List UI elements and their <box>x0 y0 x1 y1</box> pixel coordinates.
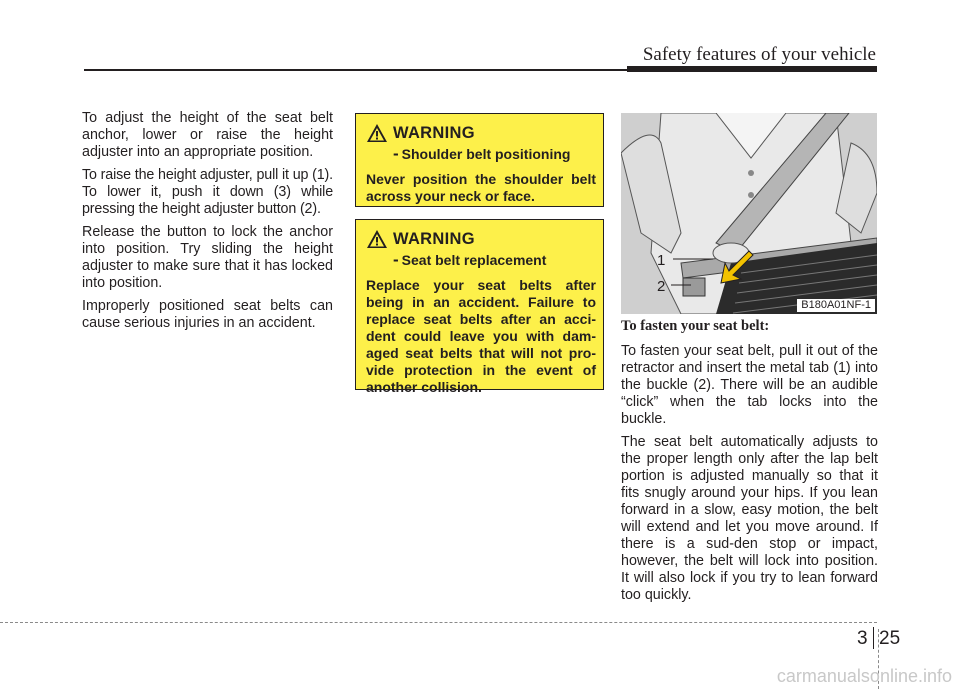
callout-2: 2 <box>657 278 666 295</box>
page-number-separator <box>873 627 874 649</box>
warning-box-belt-replacement <box>355 219 604 395</box>
chapter-number: 3 <box>857 628 868 649</box>
warning-box-shoulder-belt <box>355 113 604 207</box>
seat-belt-illustration <box>621 113 877 314</box>
left-column <box>82 110 333 338</box>
warning-triangle-icon <box>366 229 388 249</box>
warning-body: Replace your seat belts after being in an accident. Failure to replace seat belts after an acci-dent could leave you with dam-aged seat belts that will not pro-vide protection in the event of another collision. <box>366 277 596 395</box>
section-subheading: To fasten your seat belt: <box>621 318 770 334</box>
header-rule <box>84 69 877 71</box>
paragraph: To raise the height adjuster, pull it up (1). To lower it, push it down (3) while pressing the height adjuster button (2). <box>82 167 333 217</box>
warning-subtitle-row: - Shoulder belt positioning <box>393 144 571 163</box>
warning-subtitle: Seat belt replacement <box>401 252 547 268</box>
warning-subtitle: Shoulder belt positioning <box>401 146 571 162</box>
paragraph: Release the button to lock the anchor into position. Try sliding the height adjuster to make sure that it has locked into position. <box>82 224 333 291</box>
warning-body: Never position the shoulder belt across your neck or face. <box>366 171 596 204</box>
paragraph: The seat belt automatically adjusts to the proper length only after the lap belt portion is adjusted manually so that it fits snugly around your hips. If you lean forward in a slow, easy motion, the belt will extend and let you move around. If there is a sud-den stop or impact, however, the belt will lock into position. It will also lock if you try to lean forward too quickly. <box>621 434 878 603</box>
seat-belt-fastening-illustration <box>621 113 877 314</box>
warning-triangle-icon <box>366 123 388 143</box>
figure-code: B180A01NF-1 <box>797 299 875 312</box>
callout-1: 1 <box>657 252 666 269</box>
paragraph: To adjust the height of the seat belt anchor, lower or raise the height adjuster into an appropriate position. <box>82 110 333 160</box>
page-number: 25 <box>879 628 901 649</box>
right-column <box>621 318 878 610</box>
footer-rule <box>0 622 877 623</box>
section-title: Safety features of your vehicle <box>642 44 876 65</box>
warning-title: WARNING <box>393 123 475 142</box>
paragraph: To fasten your seat belt, pull it out of the retractor and insert the metal tab (1) into the buckle (2). There will be an audible “click” when the tab locks into the buckle. <box>621 343 878 427</box>
watermark: carmanualsonline.info <box>776 666 952 686</box>
paragraph: Improperly positioned seat belts can cause serious injuries in an accident. <box>82 298 333 331</box>
warning-subtitle-row: - Seat belt replacement <box>393 250 547 269</box>
warning-title: WARNING <box>393 229 475 248</box>
